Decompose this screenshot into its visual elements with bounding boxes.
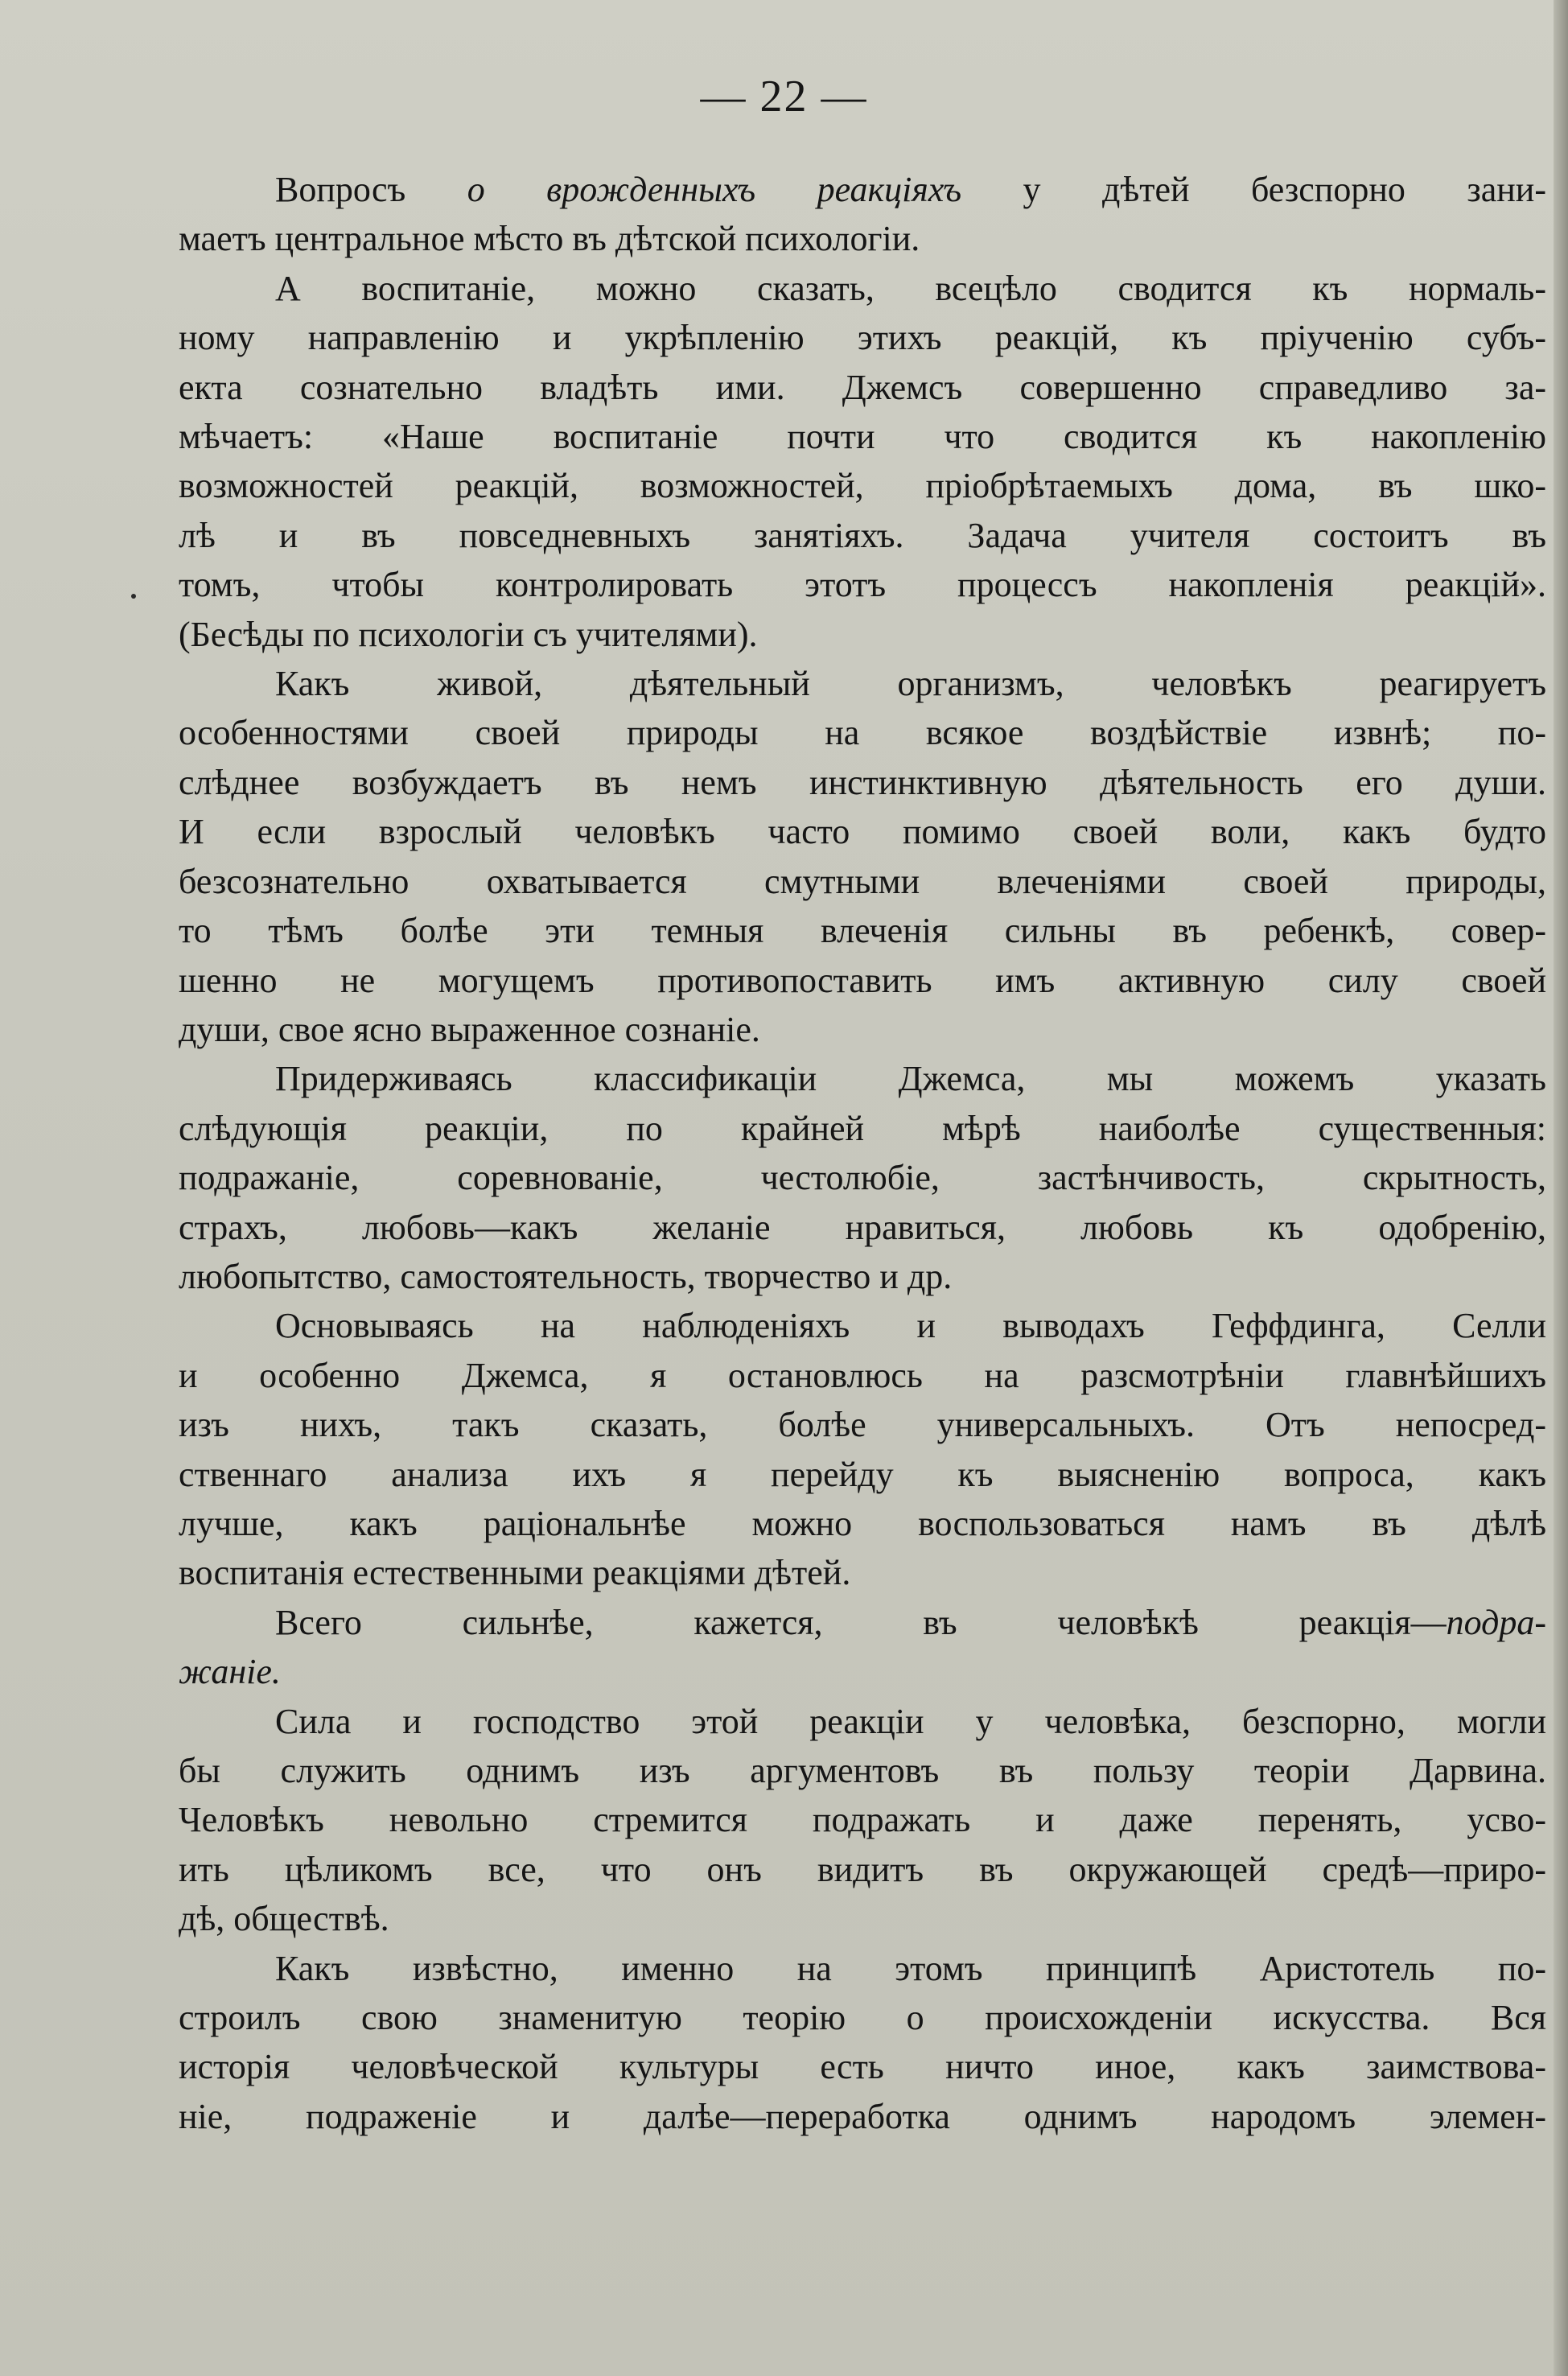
text-line: Какъ извѣстно, именно на этомъ принципѣ Аристотель по- (275, 1948, 1546, 1988)
text-line: Какъ живой, дѣятельный организмъ, человѣкъ реагируетъ (275, 664, 1546, 704)
text-line: лучше, какъ раціональнѣе можно воспользоваться намъ въ дѣлѣ (179, 1503, 1546, 1543)
page-edge (1554, 0, 1568, 2376)
text-line: лѣ и въ повседневныхъ занятіяхъ. Задача учителя состоитъ въ (179, 515, 1546, 555)
margin-dot (131, 594, 136, 599)
paragraph-5 (179, 1301, 1546, 1597)
text-line: бы служить однимъ изъ аргументовъ въ пользу теоріи Дарвина. (179, 1751, 1546, 1790)
body-text (179, 165, 1546, 2141)
text-line: Основываясь на наблюденіяхъ и выводахъ Геффдинга, Селли (275, 1306, 1546, 1346)
text-line: страхъ, любовь—какъ желаніе нравиться, любовь къ одобренію, (179, 1207, 1546, 1247)
text-line: мѣчаетъ: «Наше воспитаніе почти что сводится къ накопленію (179, 417, 1546, 457)
paragraph-2 (179, 264, 1546, 659)
text-line: И если взрослый человѣкъ часто помимо своей воли, какъ будто (179, 812, 1546, 852)
text-line: особенностями своей природы на всякое воздѣйствіе извнѣ; по- (179, 713, 1546, 753)
text-line: любопытство, самостоятельность, творчество и др. (179, 1256, 953, 1296)
text-line: жаніе. (179, 1652, 281, 1692)
text-line: Человѣкъ невольно стремится подражать и даже перенять, усво- (179, 1800, 1546, 1840)
page-number: — 22 — (700, 72, 868, 121)
text-line: исторія человѣческой культуры есть ничто иное, какъ заимствова- (179, 2047, 1546, 2087)
paragraph-1 (179, 165, 1546, 264)
text-line: возможностей реакцій, возможностей, пріобрѣтаемыхъ дома, въ шко- (179, 466, 1546, 506)
text-line: то тѣмъ болѣе эти темныя влеченія сильны въ ребенкѣ, совер- (179, 911, 1546, 951)
text-line: ному направленію и укрѣпленію этихъ реакцій, къ пріученію субъ- (179, 318, 1546, 358)
text-line: души, свое ясно выраженное сознаніе. (179, 1009, 760, 1049)
text-line: строилъ свою знаменитую теорію о происхожденіи искусства. Вся (179, 1998, 1546, 2038)
text-line: ніе, подраженіе и далѣе—переработка однимъ народомъ элемен- (179, 2096, 1546, 2136)
text-line: подражаніе, соревнованіе, честолюбіе, застѣнчивость, скрытность, (179, 1158, 1546, 1198)
text-line: дѣ, обществѣ. (179, 1899, 389, 1939)
paragraph-4 (179, 1054, 1546, 1301)
paragraph-8 (179, 1944, 1546, 2142)
text-line: А воспитаніе, можно сказать, всецѣло сводится къ нормаль- (275, 268, 1546, 308)
text-line: слѣдующія реакціи, по крайней мѣрѣ наиболѣе существенныя: (179, 1108, 1546, 1148)
text-line: ить цѣликомъ все, что онъ видитъ въ окружающей средѣ—приро- (179, 1849, 1546, 1889)
text-line: и особенно Джемса, я остановлюсь на разсмотрѣніи главнѣйшихъ (179, 1355, 1546, 1395)
text-line: воспитанія естественными реакціями дѣтей. (179, 1553, 851, 1593)
text-line: екта сознательно владѣть ими. Джемсъ совершенно справедливо за- (179, 367, 1546, 407)
text-line: томъ, чтобы контролировать этотъ процессъ накопленія реакцій». (179, 565, 1546, 605)
text-line: Вопросъ о врожденныхъ реакціяхъ у дѣтей безспорно зани- (275, 170, 1546, 209)
paragraph-3 (179, 659, 1546, 1054)
text-line: ственнаго анализа ихъ я перейду къ выясненію вопроса, какъ (179, 1454, 1546, 1494)
italic-term: подра- (1446, 1602, 1546, 1642)
text-line: Придерживаясь классификаціи Джемса, мы можемъ указать (275, 1059, 1546, 1099)
paragraph-7 (179, 1697, 1546, 1944)
text-line: изъ нихъ, такъ сказать, болѣе универсальныхъ. Отъ непосред- (179, 1405, 1546, 1445)
text-line: Всего сильнѣе, кажется, въ человѣкѣ реакція—подра- (275, 1602, 1546, 1642)
text-line: безсознательно охватывается смутными влеченіями своей природы, (179, 861, 1546, 901)
text-line: Сила и господство этой реакціи у человѣка, безспорно, могли (275, 1701, 1546, 1741)
text-line: маетъ центральное мѣсто въ дѣтской психологіи. (179, 219, 920, 259)
text-line: слѣднее возбуждаетъ въ немъ инстинктивную дѣятельность его души. (179, 762, 1546, 802)
italic-term: о врожденныхъ реакціяхъ (467, 170, 962, 209)
text-line: шенно не могущемъ противопоставить имъ активную силу своей (179, 960, 1546, 1000)
text-line: (Бесѣды по психологіи съ учителями). (179, 614, 758, 654)
paragraph-6 (179, 1598, 1546, 1697)
